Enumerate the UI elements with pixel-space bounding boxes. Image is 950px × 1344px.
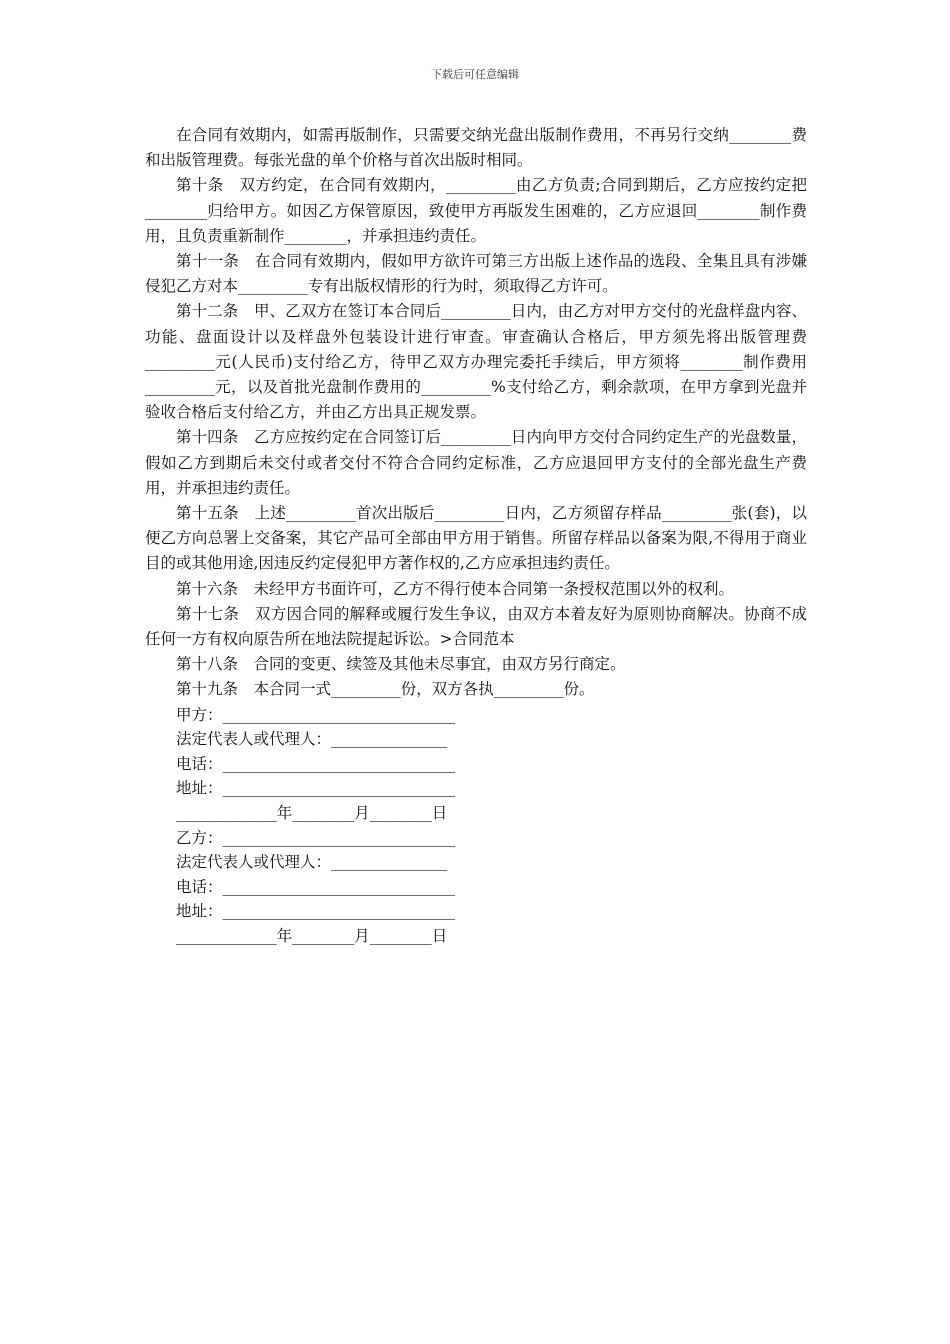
article-10: 第十条 双方约定，在合同有效期内，_________由乙方负责;合同到期后，乙方应按约定把________归给甲方。如因乙方保管原因，致使甲方再版发生困难的，乙方应退回________制作费用，且负责重新制作________，并承担违约责任。 — [145, 176, 807, 245]
paragraph-reprint: 在合同有效期内，如需再版制作，只需要交纳光盘出版制作费用，不再另行交纳________费和出版管理费。每张光盘的单个价格与首次出版时相同。 — [145, 126, 807, 170]
article-18: 第十八条 合同的变更、续签及其他未尽事宜，由双方另行商定。 — [176, 655, 626, 674]
article-11: 第十一条 在合同有效期内，假如甲方欲许可第三方出版上述作品的选段、全集且具有涉嫌侵犯乙方对本_________专有出版权情形的行为时，须取得乙方许可。 — [145, 252, 807, 296]
page-header: 下载后可任意编辑 — [431, 68, 519, 81]
party-a-date-field: _____________年________月________日 — [176, 804, 448, 823]
article-17: 第十七条 双方因合同的解释或履行发生争议，由双方本着友好为原则协商解决。协商不成任何一方有权向原告所在地法院提起诉讼。>合同范本 — [145, 604, 807, 649]
party-a-signature-block — [145, 703, 807, 826]
article-14: 第十四条 乙方应按约定在合同签订后_________日内向甲方交付合同约定生产的光盘数量，假如乙方到期后未交付或者交付不符合合同约定标准，乙方应退回甲方支付的全部光盘生产费用，并承担违约责任。 — [145, 428, 807, 497]
article-19: 第十九条 本合同一式_________份，双方各执_________份。 — [176, 680, 595, 699]
party-a-address-field: 地址：______________________________ — [176, 779, 456, 798]
party-b-phone-field: 电话：______________________________ — [176, 877, 456, 896]
document-body — [145, 123, 807, 949]
article-12: 第十二条 甲、乙双方在签订本合同后_________日内，由乙方对甲方交付的光盘样盘内容、功能、盘面设计以及样盘外包装设计进行审查。审查确认合格后，甲方须先将出版管理费_________元(人民币)支付给乙方，待甲乙双方办理完委托手续后，甲方须将________制作费用_________元，以及首批光盘制作费用的_________%支付给乙方，剩余款项，在甲方拿到光盘并验收合格后支付给乙方，并由乙方出具正规发票。 — [145, 302, 807, 422]
party-b-representative-field: 法定代表人或代理人：_______________ — [176, 853, 448, 872]
party-b-signature-block — [145, 826, 807, 949]
party-b-date-field: _____________年________月________日 — [176, 927, 448, 946]
article-16: 第十六条 未经甲方书面许可，乙方不得行使本合同第一条授权范围以外的权利。 — [176, 579, 735, 598]
party-a-representative-field: 法定代表人或代理人：_______________ — [176, 730, 448, 749]
party-b-address-field: 地址：______________________________ — [176, 902, 456, 921]
party-b-name-field: 乙方：______________________________ — [176, 828, 456, 847]
party-a-phone-field: 电话：______________________________ — [176, 754, 456, 773]
article-15: 第十五条 上述_________首次出版后_________日内，乙方须留存样品_________张(套)，以便乙方向总署上交备案，其它产品可全部由甲方用于销售。所留存样品以备案为限,不得用于商业目的或其他用途,因违反约定侵犯甲方著作权的,乙方应承担违约责任。 — [145, 504, 807, 573]
party-a-name-field: 甲方：______________________________ — [176, 705, 456, 724]
